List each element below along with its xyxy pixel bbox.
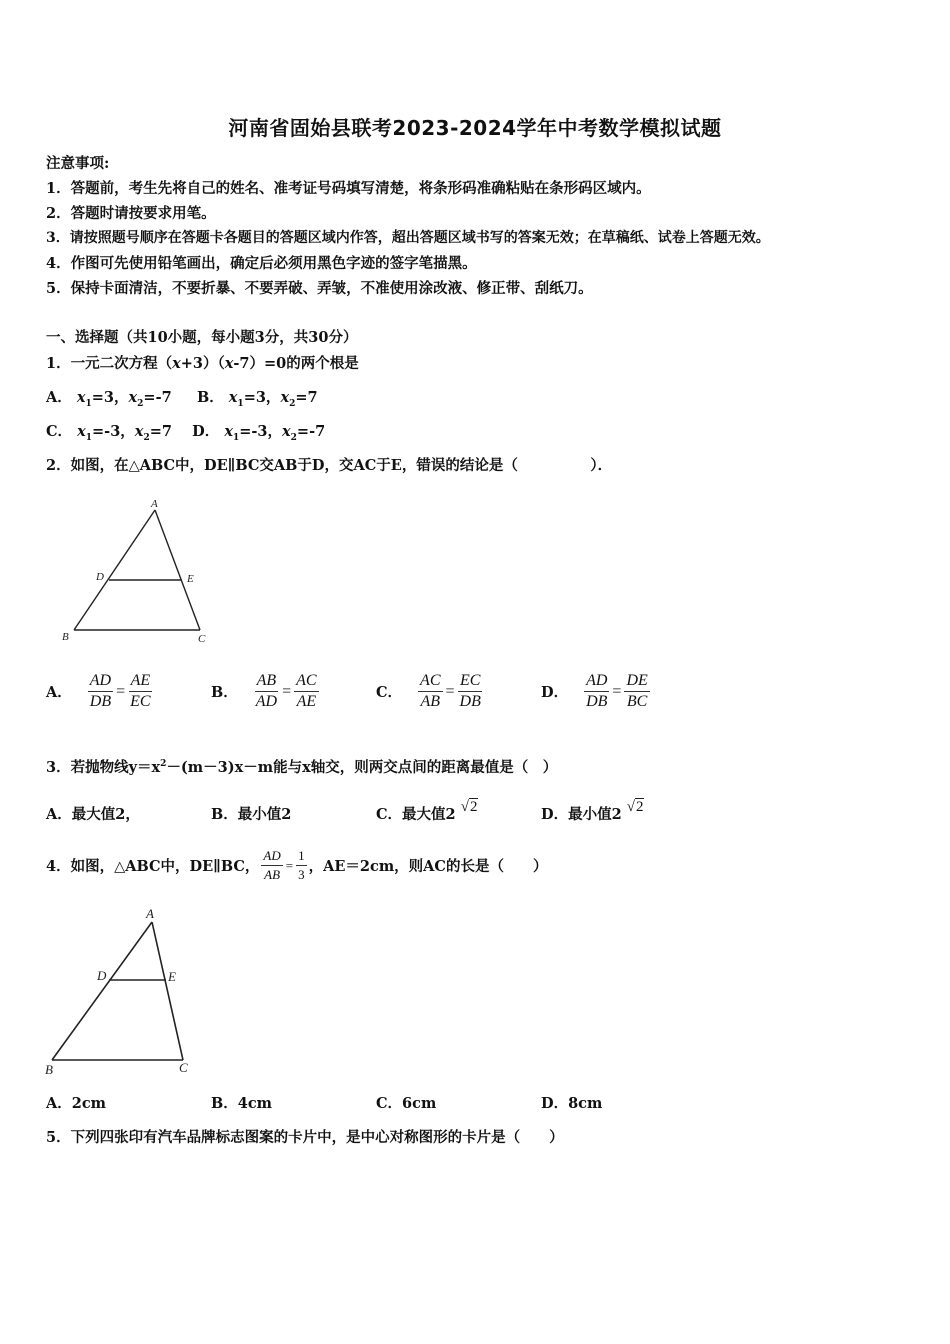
notice-item: 2．答题时请按要求用笔。 <box>46 205 216 222</box>
notice-item: 4．作图可先使用铅笔画出，确定后必须用黑色字迹的签字笔描黑。 <box>46 255 477 272</box>
question-2-stem: 2．如图，在△ABC中，DE∥BC交AB于D，交AC于E，错误的结论是（ ）． <box>46 457 613 474</box>
triangle-figure-q4 <box>40 902 200 1082</box>
notice-item: 1．答题前，考生先将自己的姓名、准考证号码填写清楚，将条形码准确粘贴在条形码区域内。 <box>46 180 651 197</box>
question-3-option-c[interactable]: C．最大值2 √2 <box>376 799 478 823</box>
label-d: D <box>97 968 107 983</box>
question-2-option-c[interactable]: C． $\frac{AC}{AB}$ = $\frac{EC}{DB}$ <box>376 672 481 710</box>
question-3-option-d[interactable]: D．最小值2 √2 <box>541 799 644 823</box>
label-b: B <box>62 631 69 643</box>
side-ab <box>52 922 152 1060</box>
side-ac <box>155 510 200 630</box>
question-4-option-c[interactable]: C．6cm <box>376 1095 437 1112</box>
label-c: C <box>179 1060 188 1075</box>
question-2-option-a[interactable]: A． $\frac{AD}{DB}$ = $\frac{AE}{EC}$ <box>46 672 151 710</box>
label-a: A <box>146 906 154 921</box>
question-3-option-b[interactable]: B．最小值2 <box>211 806 292 823</box>
label-e: E <box>187 573 194 585</box>
option-d[interactable]: D． $x_1=-3$，$x_2=-7$ <box>192 423 326 443</box>
page-title: 河南省固始县联考2023-2024学年中考数学模拟试题 <box>228 116 722 140</box>
question-3-option-a[interactable]: A．最大值2， <box>46 806 140 823</box>
question-4-option-d[interactable]: D．8cm <box>541 1095 603 1112</box>
label-d: D <box>96 571 104 583</box>
notice-item: 3．请按照题号顺序在答题卡各题目的答题区域内作答，超出答题区域书写的答案无效；在草稿纸、试卷上答题无效。 <box>46 230 770 246</box>
section-heading: 一、选择题（共10小题，每小题3分，共30分） <box>46 329 358 346</box>
question-3-stem: 3．若抛物线$y=x^2-(m-3)x-m$能与x轴交，则两交点间的距离最值是（ ） <box>46 759 558 776</box>
option-a[interactable]: A． $x_1=3$，$x_2=-7$ <box>46 389 172 409</box>
side-ab <box>74 510 155 630</box>
label-a: A <box>151 498 158 510</box>
question-5-stem: 5．下列四张印有汽车品牌标志图案的卡片中，是中心对称图形的卡片是（ ） <box>46 1129 564 1146</box>
question-1-options-row1 <box>46 386 318 409</box>
triangle-figure-q2 <box>58 494 218 649</box>
question-1-options-row2 <box>46 420 325 443</box>
notice-heading: 注意事项: <box>46 155 110 172</box>
side-ac <box>152 922 183 1060</box>
question-4-stem: 4．如图，△ABC中，DE∥BC， $\frac{AD}{AB}$ = $\frac{1}{3}$ ，AE＝2cm，则AC的长是（ ） <box>46 848 548 882</box>
label-e: E <box>168 969 176 984</box>
question-1-stem: 1．一元二次方程（x+3）（x-7）=0的两个根是 <box>46 355 359 372</box>
sqrt-symbol: √2 <box>460 799 478 815</box>
sqrt-symbol: √2 <box>626 799 644 815</box>
question-2-option-b[interactable]: B． $\frac{AB}{AD}$ = $\frac{AC}{AE}$ <box>211 672 317 710</box>
notice-item: 5．保持卡面清洁，不要折暴、不要弄破、弄皱，不准使用涂改液、修正带、刮纸刀。 <box>46 280 593 297</box>
question-4-option-b[interactable]: B．4cm <box>211 1095 273 1112</box>
option-b[interactable]: B． $x_1=3$，$x_2=7$ <box>196 389 318 409</box>
label-c: C <box>198 633 206 645</box>
label-b: B <box>45 1062 53 1077</box>
question-4-option-a[interactable]: A．2cm <box>46 1095 107 1112</box>
question-2-option-d[interactable]: D． $\frac{AD}{DB}$ = $\frac{DE}{BC}$ <box>541 672 648 710</box>
option-c[interactable]: C． $x_1=-3$，$x_2=7$ <box>46 423 172 443</box>
